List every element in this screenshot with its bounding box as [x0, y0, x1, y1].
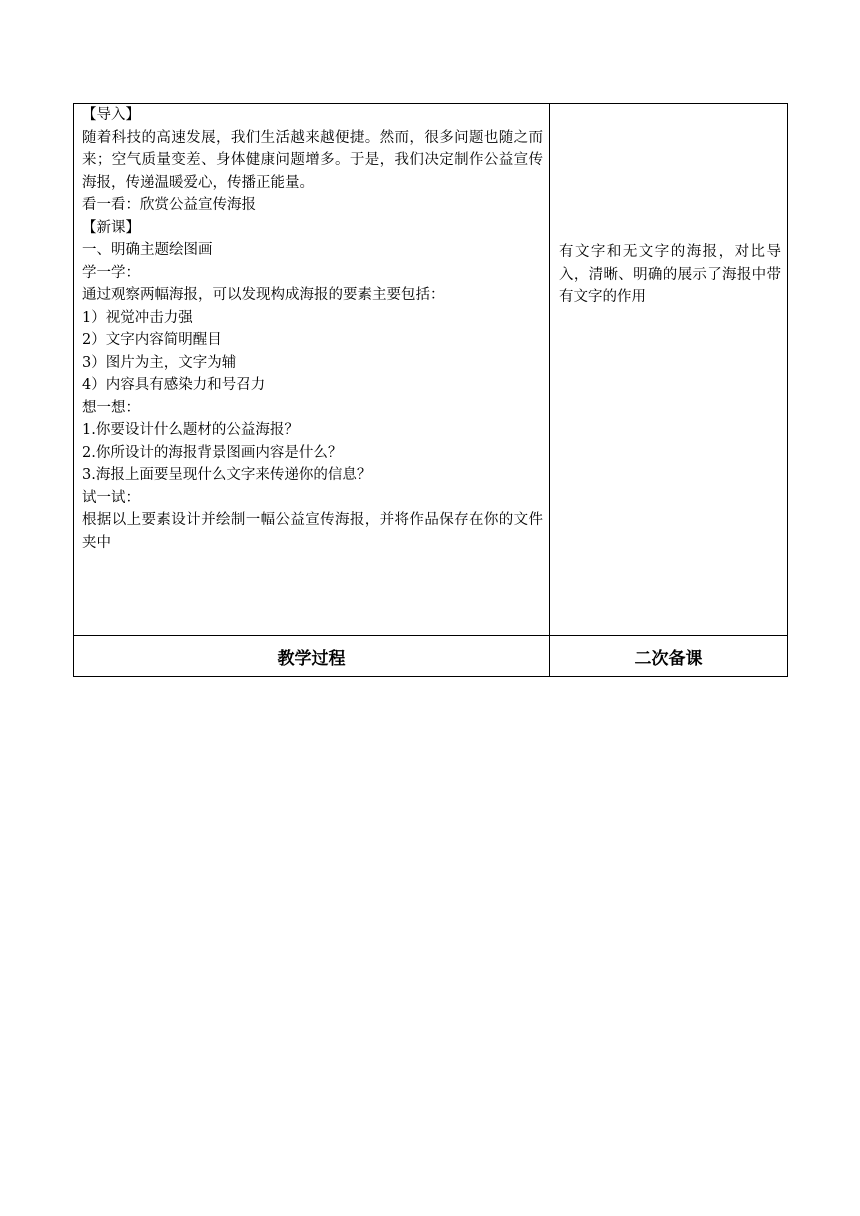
- second-prep-note: 有文字和无文字的海报，对比导入，清晰、明确的展示了海报中带有文字的作用: [559, 244, 781, 305]
- look-line: 看一看：欣赏公益宣传海报: [82, 197, 256, 213]
- question-item: 2.你所设计的海报背景图画内容是什么？: [82, 444, 343, 461]
- intro-heading: 【导入】: [82, 107, 140, 123]
- section-one-title: 一、明确主题绘图画: [82, 242, 213, 258]
- element-item: 2）文字内容简明醒目: [82, 332, 222, 348]
- question-item: 3.海报上面要呈现什么文字来传递你的信息？: [82, 467, 372, 483]
- learn-label: 学一学：: [82, 264, 140, 281]
- element-item: 1）视觉冲击力强: [82, 309, 193, 326]
- new-lesson-heading: 【新课】: [82, 219, 140, 236]
- observe-line: 通过观察两幅海报，可以发现构成海报的要素主要包括：: [82, 287, 445, 303]
- teaching-process-header: 教学过程: [74, 636, 550, 677]
- header-row: [74, 636, 788, 677]
- teaching-process-content: [74, 104, 549, 554]
- task-paragraph: 根据以上要素设计并绘制一幅公益宣传海报，并将作品保存在你的文件夹中: [82, 512, 543, 551]
- content-row: [74, 104, 788, 636]
- second-prep-cell: [550, 104, 788, 636]
- lesson-plan-table: [73, 103, 788, 677]
- element-item: 4）内容具有感染力和号召力: [82, 377, 266, 393]
- second-prep-header: 二次备课: [550, 636, 788, 677]
- question-item: 1.你要设计什么题材的公益海报？: [82, 422, 299, 438]
- intro-paragraph: 随着科技的高速发展，我们生活越来越便捷。然而，很多问题也随之而来；空气质量变差、身体健康问题增多。于是，我们决定制作公益宣传海报，传递温暖爱心，传播正能量。: [82, 129, 543, 191]
- think-label: 想一想：: [82, 399, 140, 416]
- element-item: 3）图片为主，文字为辅: [82, 354, 237, 371]
- teaching-process-cell: [74, 104, 550, 636]
- try-label: 试一试：: [82, 489, 140, 506]
